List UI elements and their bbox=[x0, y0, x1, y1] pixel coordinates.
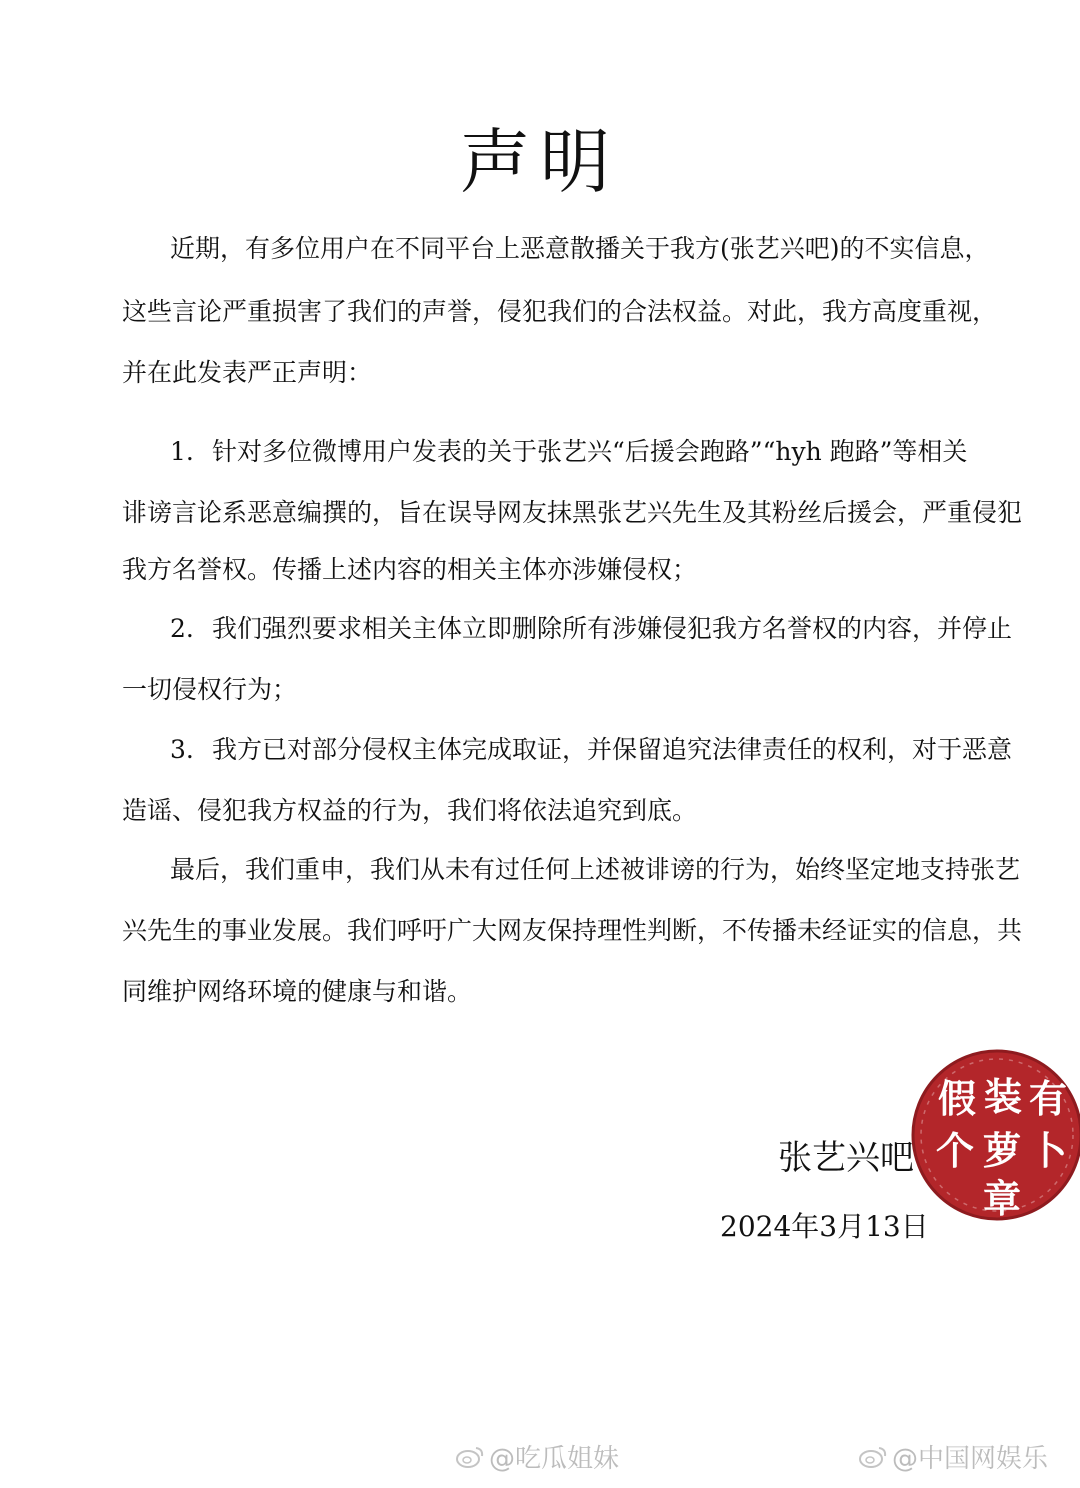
item-2-line-2: 一切侵权行为； bbox=[122, 675, 298, 704]
watermark-right-text: @中国网娱乐 bbox=[892, 1444, 1049, 1474]
intro-line-3: 并在此发表严正声明： bbox=[122, 358, 373, 387]
item-1-line-1 bbox=[170, 435, 967, 469]
watermark-left-text: @吃瓜姐妹 bbox=[489, 1444, 620, 1474]
seal-char: 萝 bbox=[982, 1129, 1022, 1173]
item-1-line-2: 诽谤言论系恶意编撰的，旨在误导网友抹黑张艺兴先生及其粉丝后援会，严重侵犯 bbox=[122, 498, 1023, 527]
intro-line-2: 这些言论严重损害了我们的声誉，侵犯我们的合法权益。对此，我方高度重视， bbox=[122, 297, 998, 326]
seal-char: 装 bbox=[983, 1075, 1023, 1119]
item-1-number: 1. bbox=[170, 437, 194, 466]
item-3-number: 3. bbox=[170, 735, 194, 764]
seal-char: 假 bbox=[937, 1077, 977, 1121]
item-3-text-1: 我方已对部分侵权主体完成取证，并保留追究法律责任的权利，对于恶意 bbox=[212, 735, 1013, 764]
weibo-icon bbox=[858, 1445, 888, 1469]
item-2-number: 2. bbox=[170, 614, 194, 643]
item-1-line-3: 我方名誉权。传播上述内容的相关主体亦涉嫌侵权； bbox=[122, 555, 698, 584]
item-3-line-2: 造谣、侵犯我方权益的行为，我们将依法追究到底。 bbox=[122, 796, 698, 825]
red-seal-stamp bbox=[905, 1048, 1080, 1223]
watermark-left bbox=[455, 1438, 619, 1475]
document-title: 声明 bbox=[460, 121, 620, 203]
closing-line-2: 兴先生的事业发展。我们呼吁广大网友保持理性判断，不传播未经证实的信息，共 bbox=[122, 916, 1023, 945]
watermark-right bbox=[858, 1438, 1048, 1475]
weibo-icon bbox=[455, 1445, 485, 1469]
signature-name: 张艺兴吧 bbox=[778, 1138, 914, 1178]
closing-line-3: 同维护网络环境的健康与和谐。 bbox=[122, 977, 473, 1006]
intro-line-1: 近期，有多位用户在不同平台上恶意散播关于我方(张艺兴吧)的不实信息， bbox=[170, 234, 990, 263]
seal-char: 章 bbox=[982, 1177, 1022, 1221]
signature-date: 2024年3月13日 bbox=[720, 1210, 929, 1243]
item-3-line-1 bbox=[170, 733, 1012, 767]
item-1-text-1: 针对多位微博用户发表的关于张艺兴“后援会跑路”“hyh 跑路”等相关 bbox=[212, 437, 968, 466]
item-2-line-1 bbox=[170, 612, 1012, 646]
closing-line-1: 最后，我们重申，我们从未有过任何上述被诽谤的行为，始终坚定地支持张艺 bbox=[170, 855, 1021, 884]
item-2-text-1: 我们强烈要求相关主体立即删除所有涉嫌侵犯我方名誉权的内容，并停止 bbox=[212, 614, 1013, 643]
seal-char: 个 bbox=[935, 1129, 975, 1173]
seal-char: 卜 bbox=[1028, 1129, 1068, 1173]
seal-char: 有 bbox=[1028, 1077, 1068, 1121]
